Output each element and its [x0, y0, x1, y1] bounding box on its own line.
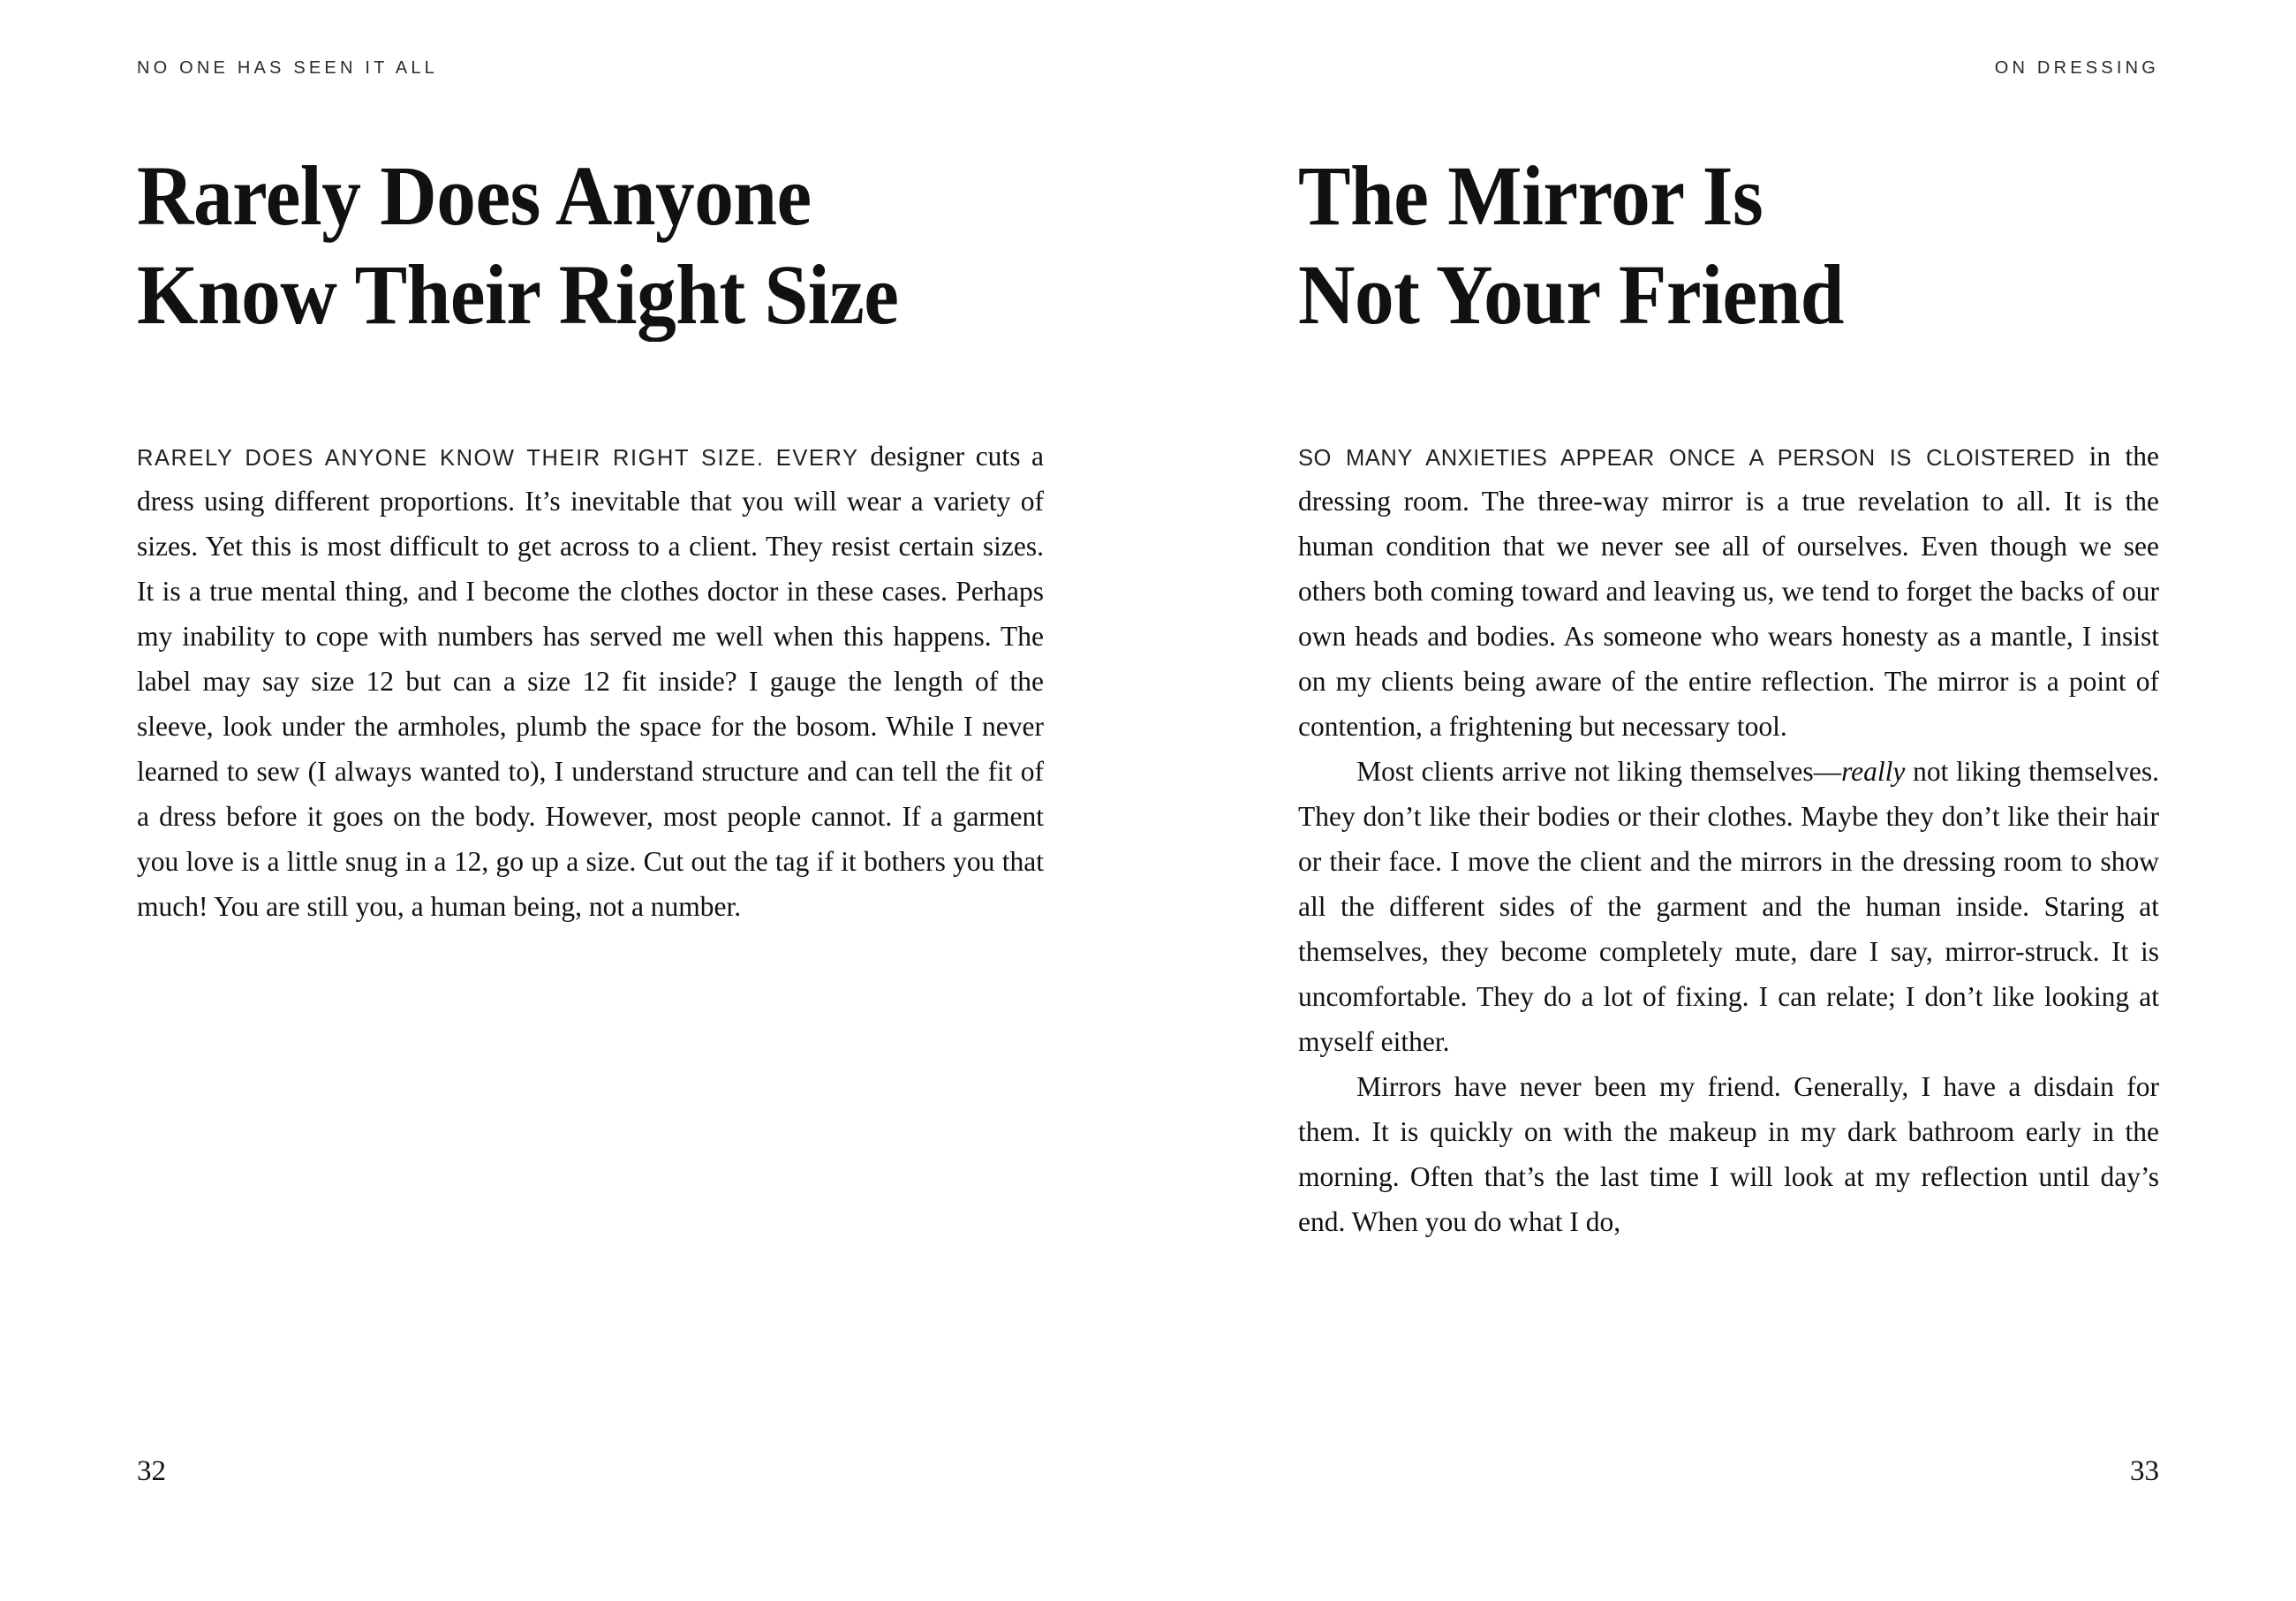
left-paragraph-1 — [137, 434, 1044, 929]
left-lead-smallcaps: RARELY DOES ANYONE KNOW THEIR RIGHT SIZE. EVERY — [137, 445, 871, 471]
right-body-text — [1298, 434, 2159, 1244]
right-paragraph-2-text: Most clients arrive not liking themselves—really not liking themselves. They don’t like their bodies or their clothes. Maybe they don’t like their hair or their face. I move the client and the mirrors in the dressing room to show all the different sides of the garment and the human inside. Staring at themselves, they become completely mute, dare I say, mirror-struck. It is uncomfortable. They do a lot of fixing. I can relate; I don’t like looking at myself either. — [1298, 755, 2159, 1057]
right-lead-smallcaps: SO MANY ANXIETIES APPEAR ONCE A PERSON IS CLOISTERED — [1298, 445, 2089, 471]
right-paragraph-2 — [1298, 749, 2159, 1064]
left-title-line-2: Know Their Right Size — [137, 247, 899, 343]
right-chapter-title — [1298, 147, 2099, 345]
left-body-text — [137, 434, 1044, 929]
left-chapter-title — [137, 147, 980, 345]
right-paragraph-3 — [1298, 1064, 2159, 1244]
running-head-left-wrap — [137, 55, 1044, 81]
left-title-line-1: Rarely Does Anyone — [137, 148, 812, 243]
emphasis-really: really — [1841, 755, 1906, 787]
right-title-line-1: The Mirror Is — [1298, 148, 1764, 243]
right-paragraph-1 — [1298, 434, 2159, 749]
running-head-left: NO ONE HAS SEEN IT ALL — [137, 58, 439, 78]
running-head-right: ON DRESSING — [1994, 58, 2159, 78]
page-number-right: 33 — [2130, 1455, 2159, 1487]
right-title-line-2: Not Your Friend — [1298, 247, 1844, 343]
right-paragraph-3-text: Mirrors have never been my friend. Generally, I have a disdain for them. It is quickly on with the makeup in my dark bathroom early in the morning. Often that’s the last time I will look at my reflection until day’s end. When you do what I do, — [1298, 1070, 2159, 1237]
page-number-left: 32 — [137, 1455, 166, 1487]
right-page — [1148, 0, 2296, 1601]
right-paragraph-1-text: in the dressing room. The three-way mirror is a true revelation to all. It is the human condition that we never see all of ourselves. Even though we see others both coming toward and leaving us, we tend to forget the backs of our own heads and bodies. As someone who wears honesty as a mantle, I insist on my clients being aware of the entire reflection. The mirror is a point of contention, a frightening but necessary tool. — [1298, 440, 2159, 742]
left-paragraph-1-text: designer cuts a dress using different proportions. It’s inevitable that you will wear a variety of sizes. Yet this is most difficult to get across to a client. They resist certain sizes. It is a true mental thing, and I become the clothes doctor in these cases. Perhaps my inability to cope with numbers has served me well when this happens. The label may say size 12 but can a size 12 fit inside? I gauge the length of the sleeve, look under the armholes, plumb the space for the bosom. While I never learned to sew (I always wanted to), I understand structure and can tell the fit of a dress before it goes on the body. However, most people cannot. If a garment you love is a little snug in a 12, go up a size. Cut out the tag if it bothers you that much! You are still you, a human being, not a number. — [137, 440, 1045, 922]
